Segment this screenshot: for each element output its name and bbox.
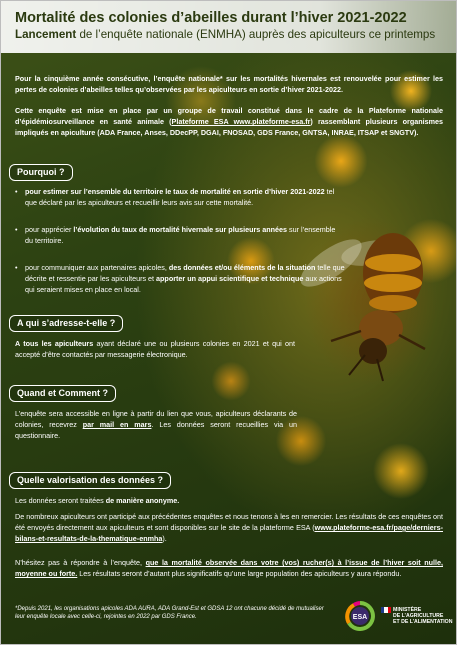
valorisation-p2-text: De nombreux apiculteurs ont participé aux précédentes enquêtes et nous tenons à les en remercier. Les résultats de ces enquêtes ont été envoyés directement aux apiculteurs et sont disponibles sur le site de la plateforme ESA ( <box>15 512 443 532</box>
quand-text-a: L’enquête sera accessible en ligne à partir du lien que vous, apiculteurs déclarants de colonies, recevrez <box>15 409 297 429</box>
ministry-text <box>393 607 452 625</box>
section-heading-quand: Quand et Comment ? <box>9 385 116 402</box>
ministry-line-1: MINISTÈRE <box>393 607 422 613</box>
intro-p2-text-a: Cette enquête est mise en place par un groupe de travail constitué dans le cadre de la Plateforme nationale d’épidémiosurveillance en santé animale ( <box>15 106 443 126</box>
page-title: Mortalité des colonies d’abeilles durant l’hiver 2021-2022 <box>15 10 407 26</box>
bullet-icon: • <box>15 225 18 234</box>
title-band <box>1 1 456 53</box>
french-flag-icon <box>381 607 391 613</box>
intro-paragraph-2 <box>15 105 443 138</box>
bullet-icon: • <box>15 263 18 272</box>
qui-rest: ayant déclaré une ou plusieurs colonies en 2021 et qui ont accepté d’être contactés par messagerie électronique. <box>15 339 295 359</box>
pourquoi-1-rest: tel que déclaré par les apiculteurs et recueillir leurs avis sur cette mortalité. <box>25 187 335 207</box>
valorisation-p1-a: Les données seront traitées <box>15 496 106 505</box>
plateforme-esa-link[interactable]: Plateforme ESA www.plateforme-esa.fr <box>171 117 311 126</box>
pourquoi-2-rest: sur l’ensemble du territoire. <box>25 225 336 245</box>
pourquoi-2-bold: l’évolution du taux de mortalité hivernale sur plusieurs années <box>73 225 288 234</box>
valorisation-p1-bold: de manière anonyme. <box>105 496 180 505</box>
valorisation-p3-b: Les résultats seront d’autant plus significatifs qu’une large population des apiculteurs y aura répondu. <box>77 569 402 578</box>
pourquoi-3-rest2: aux actions qui seraient mises en place en local. <box>25 274 342 294</box>
page-subtitle <box>15 28 435 41</box>
subtitle-text: de l’enquête nationale (ENMHA) auprès des apiculteurs ce printemps <box>76 28 436 41</box>
valorisation-p3-underlined: que la mortalité observée dans votre (vos) rucher(s) à l’issue de l’hiver soit nulle, moyenne ou forte. <box>15 558 443 578</box>
qui-paragraph <box>15 338 295 360</box>
ministry-line-2: DE L’AGRICULTURE <box>393 613 444 619</box>
pourquoi-2-pre: pour apprécier <box>25 225 74 234</box>
subtitle-bold: Lancement <box>15 28 77 41</box>
esa-results-link[interactable]: www.plateforme-esa.fr/page/derniers-bilans-et-resultats-de-la-thematique-enmha <box>15 523 443 543</box>
section-heading-pourquoi: Pourquoi ? <box>9 164 73 181</box>
intro-p2-text-b: ) rassemblant plusieurs organismes impliqués en apiculture (ADA France, Anses, DDecPP, DGAI, FNOSAD, GDS France, GNTSA, INRAE, ITSAP et SNGTV). <box>15 117 443 137</box>
esa-logo <box>345 601 375 631</box>
section-heading-qui: A qui s’adresse-t-elle ? <box>9 315 123 332</box>
qui-bold: A tous les apiculteurs <box>15 339 94 348</box>
mail-mars-link: par mail en mars <box>82 420 152 429</box>
pourquoi-3-pre: pour communiquer aux partenaires apicoles, <box>25 263 169 272</box>
section-heading-valorisation: Quelle valorisation des données ? <box>9 472 171 489</box>
valorisation-p3-a: N’hésitez pas à répondre à l’enquête, <box>15 558 146 567</box>
quand-paragraph <box>15 408 297 441</box>
valorisation-paragraph-2 <box>15 511 443 544</box>
footnote: *Depuis 2021, les organisations apicoles ADA AURA, ADA Grand-Est et GDSA 12 ont chacune décidé de mutualiser leur enquête locale avec celle-ci, rejointes en 2022 par GDS France. <box>15 606 324 620</box>
ministry-line-3: ET DE L’ALIMENTATION <box>393 619 453 625</box>
intro-p1-text: Pour la cinquième année consécutive, l’enquête nationale* sur les mortalités hivernales est renouvelée pour estimer les pertes de colonies d’abeilles telles qu’observées par les apiculteurs en sortie d’hiver 2021-2022. <box>15 74 443 94</box>
bullet-icon: • <box>15 187 18 196</box>
pourquoi-3-bold2: apporter un appui scientifique et technique <box>156 274 304 283</box>
esa-logo-text: ESA <box>352 614 368 621</box>
pourquoi-3-bold: des données et/ou éléments de la situation <box>168 263 316 272</box>
pourquoi-1-bold: pour estimer sur l’ensemble du territoire le taux de mortalité en sortie d’hiver 2021-2022 <box>25 187 325 196</box>
valorisation-p2-end: ). <box>162 534 167 543</box>
pourquoi-3-rest: telle que décrite et ressentie par les apiculteurs et <box>25 263 345 283</box>
bee-illustration <box>301 223 441 383</box>
valorisation-paragraph-1 <box>15 495 443 506</box>
quand-text-b: . Les données seront recueillies via un questionnaire. <box>15 420 298 440</box>
intro-paragraph-1 <box>15 73 443 95</box>
valorisation-paragraph-3 <box>15 557 443 579</box>
